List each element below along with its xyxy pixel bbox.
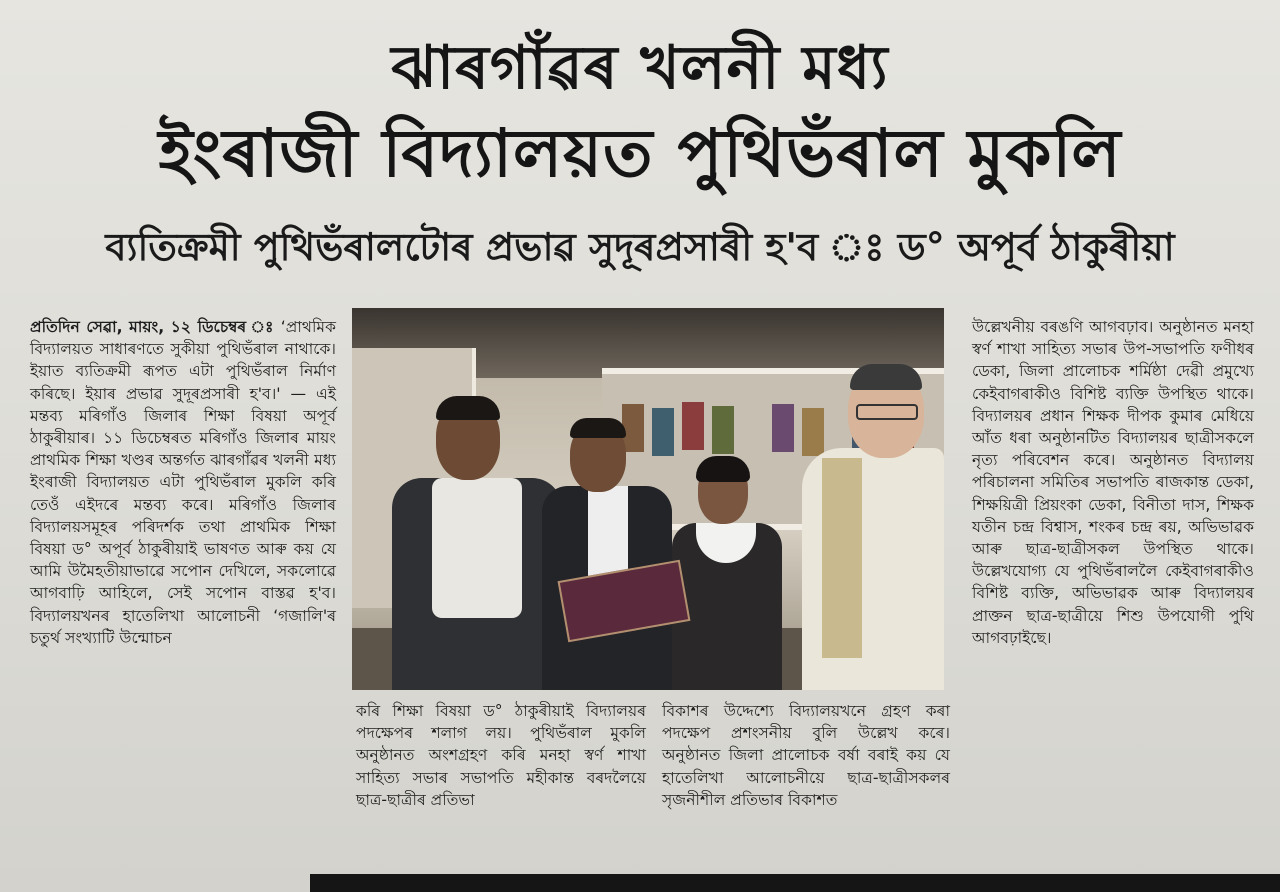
shelf-book <box>682 402 704 450</box>
person-4-hair <box>850 364 922 390</box>
student-hair <box>696 456 750 482</box>
article-column-middle-right <box>662 700 950 811</box>
column-middle-right-text: বিকাশৰ উদ্দেশ্যে বিদ্যালয়খনে গ্ৰহণ কৰা পদক্ষেপ প্ৰশংসনীয় বুলি উল্লেখ কৰে। অনুষ্ঠানত জিলা প্ৰালোচক বৰ্ষা বৰাই কয় যে হাতেলিখা আলোচনীয়ে ছাত্ৰ-ছাত্ৰীসকলৰ সৃজনীশীল প্ৰতিভাৰ বিকাশত <box>662 702 950 809</box>
shelf-book <box>652 408 674 456</box>
shelf-book <box>772 404 794 452</box>
article-column-right <box>972 316 1254 649</box>
subheadline: ব্যতিক্ৰমী পুথিভঁৰালটোৰ প্ৰভাৱ সুদূৰপ্ৰসাৰী হ'ব ঃ ড° অপূৰ্ব ঠাকুৰীয়া <box>105 225 1175 269</box>
headline-line-2: ইংৰাজী বিদ্যালয়ত পুথিভঁৰাল মুকলি <box>158 115 1122 192</box>
column-right-text: উল্লেখনীয় বৰঙণি আগবঢ়াব। অনুষ্ঠানত মনহা স্বৰ্ণ শাখা সাহিত্য সভাৰ উপ-সভাপতি ফণীধৰ ডেকা, জিলা প্ৰালোচক শৰ্মিষ্ঠা দেৱী প্ৰমুখ্যে কেইবাগৰাকীও বিশিষ্ট ব্যক্তি উপস্থিত থাকে। বিদ্যালয়ৰ প্ৰধান শিক্ষক দীপক কুমাৰ মেধিয়ে আঁত ধৰা অনুষ্ঠানটিত বিদ্যালয়ৰ ছাত্ৰীসকলে নৃত্য পৰিবেশন কৰে। অনুষ্ঠানত বিদ্যালয় পৰিচালনা সমিতিৰ সভাপতি ৰাজকান্ত ডেকা, শিক্ষয়িত্ৰী প্ৰিয়ংকা ডেকা, বিনীতা দাস, শিক্ষক যতীন চন্দ্ৰ বিশ্বাস, শংকৰ চন্দ্ৰ ৰয়, অভিভাৱক আৰু ছাত্ৰ-ছাত্ৰীসকল উপস্থিত থাকে। উল্লেখযোগ্য যে পুথিভঁৰাললৈ কেইবাগৰাকীও বিশিষ্ট ব্যক্তি, অভিভাৱক আৰু বিদ্যালয়ৰ প্ৰাক্তন ছাত্ৰ-ছাত্ৰীয়ে শিশু উপযোগী পুথি আগবঢ়াইছে। <box>972 318 1254 647</box>
person-2-hair <box>570 418 626 438</box>
page-bottom-band <box>310 874 1280 892</box>
shelf-book <box>622 404 644 452</box>
shelf-book <box>802 408 824 456</box>
shelf-book <box>712 406 734 454</box>
person-1-shirt <box>432 478 522 618</box>
column-middle-left-text: কৰি শিক্ষা বিষয়া ড° ঠাকুৰীয়াই বিদ্যালয়ৰ পদক্ষেপৰ শলাগ লয়। পুথিভঁৰাল মুকলি অনুষ্ঠানত অংশগ্ৰহণ কৰি মনহা স্বৰ্ণ শাখা সাহিত্য সভাৰ সভাপতি মহীকান্ত বৰদলৈয়ে ছাত্ৰ-ছাত্ৰীৰ প্ৰতিভা <box>356 702 646 809</box>
column-left-text: ‘প্ৰাথমিক বিদ্যালয়ত সাধাৰণতে সুকীয়া পুথিভঁৰাল নাথাকে। ইয়াত ব্যতিক্ৰমী ৰূপত এটা পুথিভঁৰাল নিৰ্মাণ কৰিছে। ইয়াৰ প্ৰভাৱ সুদূৰপ্ৰসাৰী হ'ব।' — এই মন্তব্য মৰিগাঁও জিলাৰ শিক্ষা বিষয়া অপূৰ্ব ঠাকুৰীয়াৰ। ১১ ডিচেম্বৰত মৰিগাঁও জিলাৰ মায়ং প্ৰাথমিক শিক্ষা খণ্ডৰ অন্তৰ্গত ঝাৰগাঁৱৰ খলনী মধ্য ইংৰাজী বিদ্যালয়ত এটা পুথিভঁৰাল মুকলি কৰি তেওঁ এইদৰে মন্তব্য কৰে। মৰিগাঁও জিলাৰ বিদ্যালয়সমূহৰ পৰিদৰ্শক তথা প্ৰাথমিক শিক্ষা বিষয়া ড° অপূৰ্ব ঠাকুৰীয়াই ভাষণত আৰু কয় যে আমি উমৈহতীয়াভাৱে সপোন দেখিলে, সকলোৱে আগবাঢ়ি আহিলে, সেই সপোন বাস্তৱ হ'ব। বিদ্যালয়খনৰ হাতেলিখা আলোচনী ‘গজালি'ৰ চতুৰ্থ সংখ্যাটি উন্মোচন <box>30 318 336 647</box>
article-column-left <box>30 316 336 649</box>
person-4-gamosa <box>822 458 862 658</box>
article-column-middle-left <box>356 700 646 811</box>
glasses-icon <box>856 404 918 420</box>
person-1-hair <box>436 396 500 420</box>
news-photo <box>352 308 944 690</box>
headline-line-1: ঝাৰগাঁৱৰ খলনী মধ্য <box>391 33 889 103</box>
dateline: প্ৰতিদিন সেৱা, মায়ং, ১২ ডিচেম্বৰ ঃ <box>30 318 275 336</box>
